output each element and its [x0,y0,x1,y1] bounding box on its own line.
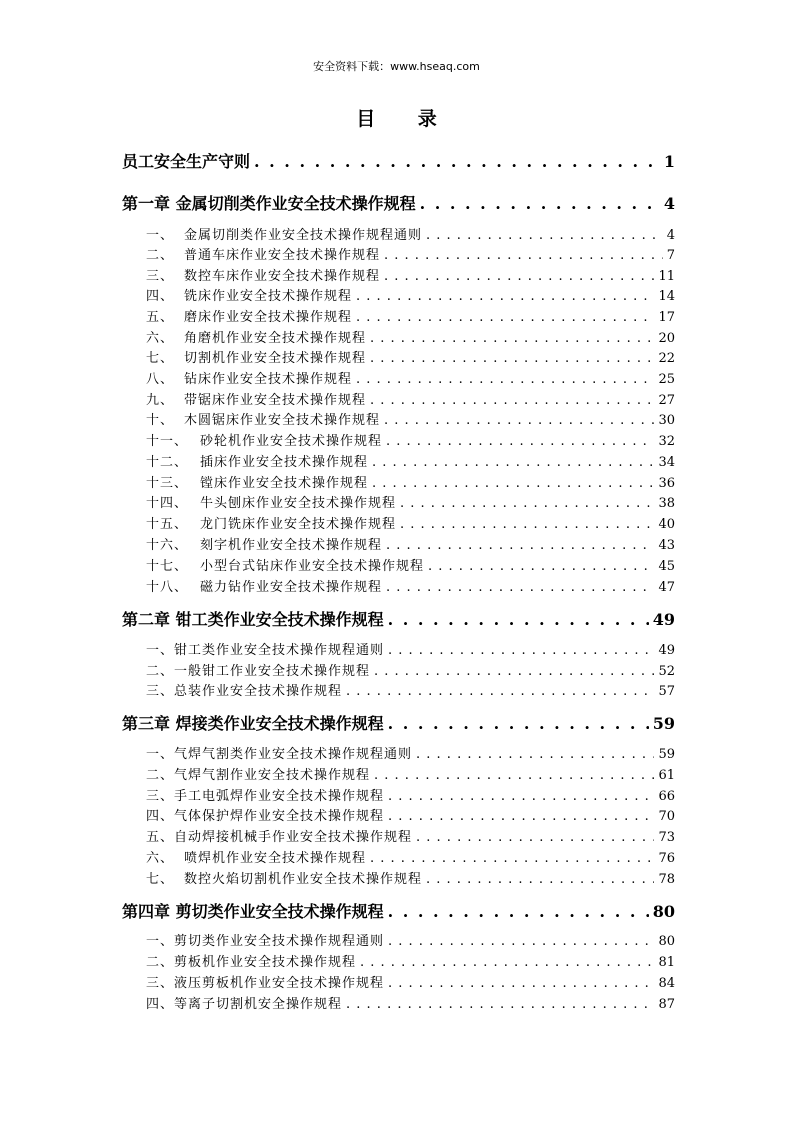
toc-entry-title [146,534,382,553]
toc-entry-title [146,972,384,991]
toc-entry-title [146,680,342,699]
toc-entry-title [146,430,382,449]
toc-entry-number: 七、 [146,351,175,366]
toc-page-number: 80 [652,902,675,921]
toc-page-number: 22 [658,351,675,366]
toc-entry-title [146,409,380,428]
toc-leader-dots [388,976,654,991]
toc-section-entry[interactable] [146,785,675,804]
toc-entry-title [146,951,356,970]
toc-entry-number: 九、 [146,393,175,408]
toc-section-entry[interactable] [146,409,675,428]
toc-entry-number: 八、 [146,372,175,387]
toc-page-number: 52 [658,664,675,679]
toc-entry-label: 镗床作业安全技术操作规程 [200,476,369,491]
toc-section-entry[interactable] [146,972,675,991]
toc-entry-title [146,576,382,595]
toc-section-entry[interactable] [146,993,675,1012]
toc-entry-title [146,743,412,762]
toc-entry-label: 牛头刨床作业安全技术操作规程 [200,496,397,511]
toc-page-number: 14 [658,289,675,304]
toc-leader-dots [370,351,654,366]
toc-entry-label: 五、自动焊接机械手作业安全技术操作规程 [146,830,413,845]
toc-entry-label: 四、气体保护焊作业安全技术操作规程 [146,809,385,824]
toc-entry-title [146,265,380,284]
toc-page-number: 76 [658,851,675,866]
toc-page-number: 73 [658,830,675,845]
toc-entry-number: 十二、 [146,455,189,470]
toc-entry-number: 十五、 [146,517,189,532]
toc-chapter-entry[interactable] [122,899,675,923]
toc-section-entry[interactable] [146,576,675,595]
toc-page-number: 45 [658,559,675,574]
toc-entry-number: 五、 [146,310,175,325]
toc-entry-label: 钻床作业安全技术操作规程 [184,372,353,387]
toc-leader-dots [400,517,654,532]
toc-page-number: 27 [658,393,675,408]
toc-entry-label: 刻字机作业安全技术操作规程 [200,538,383,553]
toc-entry-title [122,191,416,214]
toc-section-entry[interactable] [146,244,675,263]
toc-section-entry[interactable] [146,826,675,845]
toc-entry-title [146,451,368,470]
toc-page-number: 57 [658,684,675,699]
toc-leader-dots [372,455,654,470]
toc-leader-dots [356,289,654,304]
toc-section-entry[interactable] [146,368,675,387]
toc-page-number: 61 [658,768,675,783]
toc-entry-number: 十三、 [146,476,189,491]
toc-entry-label: 木圆锯床作业安全技术操作规程 [184,413,381,428]
toc-page-number: 34 [658,455,675,470]
toc-entry-label: 喷焊机作业安全技术操作规程 [184,851,367,866]
toc-page-number: 43 [658,538,675,553]
toc-page-number: 17 [658,310,675,325]
toc-entry-number: 十四、 [146,496,189,511]
toc-entry-label: 二、剪板机作业安全技术操作规程 [146,955,357,970]
toc-entry-number: 三、 [146,269,175,284]
toc-entry-title [146,224,422,243]
toc-entry-label: 第三章 焊接类作业安全技术操作规程 [122,714,384,733]
toc-leader-dots [388,934,654,949]
toc-entry-label: 切割机作业安全技术操作规程 [184,351,367,366]
toc-entry-title [122,607,384,630]
toc-entry-label: 磁力钻作业安全技术操作规程 [200,580,383,595]
toc-leader-dots [370,393,654,408]
toc-entry-label: 三、手工电弧焊作业安全技术操作规程 [146,789,385,804]
toc-page-number: 49 [658,643,675,658]
toc-entry-label: 龙门铣床作业安全技术操作规程 [200,517,397,532]
toc-section-entry[interactable] [146,451,675,470]
toc-entry-label: 铣床作业安全技术操作规程 [184,289,353,304]
toc-page-number: 59 [658,747,675,762]
toc-leader-dots [388,610,649,629]
toc-leader-dots [426,872,654,887]
toc-entry-label: 第一章 金属切削类作业安全技术操作规程 [122,194,416,213]
toc-entry-title [146,993,342,1012]
toc-entry-title [146,306,352,325]
toc-section-entry[interactable] [146,680,675,699]
toc-page-number: 25 [658,372,675,387]
toc-section-entry[interactable] [146,492,675,511]
toc-entry-label: 数控火焰切割机作业安全技术操作规程 [184,872,423,887]
toc-entry-number: 六、 [146,851,175,866]
toc-page-number: 30 [658,413,675,428]
toc-leader-dots [374,768,654,783]
toc-entry-title [146,513,396,532]
toc-leader-dots [386,434,654,449]
toc-entry-title [146,285,352,304]
toc-entry-title [146,847,366,866]
toc-entry-label: 金属切削类作业安全技术操作规程通则 [184,228,423,243]
toc-section-entry[interactable] [146,389,675,408]
toc-entry-number: 十一、 [146,434,189,449]
toc-section-entry[interactable] [146,285,675,304]
toc-entry-number: 十八、 [146,580,189,595]
toc-section-entry[interactable] [146,868,675,887]
toc-entry-label: 四、等离子切割机安全操作规程 [146,997,343,1012]
toc-entry-label: 第二章 钳工类作业安全技术操作规程 [122,610,384,629]
toc-page-number: 87 [658,997,675,1012]
toc-entry-title [146,764,370,783]
toc-entry-label: 三、总装作业安全技术操作规程 [146,684,343,699]
toc-entry-label: 一、剪切类作业安全技术操作规程通则 [146,934,385,949]
toc-chapter-entry[interactable] [122,149,675,173]
page-title: 目 录 [356,108,455,130]
toc-page-number: 1 [663,152,675,171]
toc-page-number: 7 [666,248,675,263]
toc-page-number: 59 [652,714,675,733]
page-header: 安全资料下载：www.hseaq.com [313,60,480,73]
toc-leader-dots [370,331,654,346]
toc-section-entry[interactable] [146,951,675,970]
toc-entry-label: 二、气焊气割作业安全技术操作规程 [146,768,371,783]
toc-leader-dots [388,789,654,804]
toc-section-entry[interactable] [146,764,675,783]
toc-entry-title [122,899,384,922]
toc-leader-dots [388,714,649,733]
toc-entry-title [146,244,380,263]
toc-entry-title [122,711,384,734]
toc-section-entry[interactable] [146,430,675,449]
toc-entry-label: 磨床作业安全技术操作规程 [184,310,353,325]
toc-leader-dots [346,997,654,1012]
toc-leader-dots [416,747,654,762]
toc-section-entry[interactable] [146,847,675,866]
toc-entry-number: 四、 [146,289,175,304]
toc-leader-dots [400,496,654,511]
toc-entry-title [146,368,352,387]
toc-entry-title [146,492,396,511]
toc-entry-title [146,660,370,679]
toc-entry-title [146,805,384,824]
toc-page-number: 4 [663,194,675,213]
toc-leader-dots [360,955,654,970]
toc-page-number: 11 [658,269,675,284]
toc-leader-dots [384,413,654,428]
toc-page-number: 81 [658,955,675,970]
toc-page-number: 49 [652,610,675,629]
toc-leader-dots [384,269,654,284]
toc-entry-number: 七、 [146,872,175,887]
toc-section-entry[interactable] [146,930,675,949]
toc-entry-title [146,826,412,845]
toc-entry-number: 十、 [146,413,175,428]
toc-leader-dots [388,643,654,658]
toc-entry-title [146,930,384,949]
toc-section-entry[interactable] [146,513,675,532]
toc-entry-number: 二、 [146,248,175,263]
toc-chapter-entry[interactable] [122,607,675,631]
toc-entry-label: 三、液压剪板机作业安全技术操作规程 [146,976,385,991]
toc-entry-title [146,347,366,366]
toc-page-number: 40 [658,517,675,532]
toc-section-entry[interactable] [146,743,675,762]
toc-section-entry[interactable] [146,534,675,553]
toc-entry-label: 一、气焊气割类作业安全技术操作规程通则 [146,747,413,762]
toc-page-number: 84 [658,976,675,991]
toc-leader-dots [428,559,654,574]
toc-leader-dots [416,830,654,845]
toc-entry-label: 员工安全生产守则 [122,152,251,171]
toc-entry-title [146,555,424,574]
toc-leader-dots [426,228,663,243]
toc-leader-dots [346,684,654,699]
toc-entry-title [146,868,422,887]
toc-section-entry[interactable] [146,639,675,658]
toc-section-entry[interactable] [146,347,675,366]
toc-entry-number: 一、 [146,228,175,243]
toc-section-entry[interactable] [146,555,675,574]
toc-page-number: 20 [658,331,675,346]
toc-section-entry[interactable] [146,472,675,491]
toc-entry-title [146,327,366,346]
toc-leader-dots [254,152,660,171]
toc-leader-dots [386,580,654,595]
toc-page-number: 36 [658,476,675,491]
toc-leader-dots [356,310,654,325]
toc-entry-label: 砂轮机作业安全技术操作规程 [200,434,383,449]
toc-leader-dots [356,372,654,387]
toc-entry-title [146,785,384,804]
toc-entry-title [146,639,384,658]
toc-leader-dots [374,664,654,679]
toc-page-number: 80 [658,934,675,949]
toc-leader-dots [420,194,660,213]
toc-entry-label: 小型台式钻床作业安全技术操作规程 [200,559,425,574]
toc-section-entry[interactable] [146,265,675,284]
toc-entry-label: 一、钳工类作业安全技术操作规程通则 [146,643,385,658]
toc-entry-label: 角磨机作业安全技术操作规程 [184,331,367,346]
toc-entry-number: 十六、 [146,538,189,553]
toc-leader-dots [384,248,663,263]
toc-page-number: 4 [666,228,675,243]
toc-entry-title [122,149,250,172]
toc-page-number: 78 [658,872,675,887]
toc-section-entry[interactable] [146,224,675,243]
toc-leader-dots [388,902,649,921]
toc-page-number: 66 [658,789,675,804]
toc-section-entry[interactable] [146,805,675,824]
toc-entry-label: 插床作业安全技术操作规程 [200,455,369,470]
toc-chapter-entry[interactable] [122,711,675,735]
toc-leader-dots [386,538,654,553]
toc-entry-title [146,389,366,408]
toc-entry-label: 数控车床作业安全技术操作规程 [184,269,381,284]
toc-leader-dots [388,809,654,824]
toc-page-number: 32 [658,434,675,449]
toc-leader-dots [370,851,654,866]
toc-section-entry[interactable] [146,660,675,679]
toc-page-number: 38 [658,496,675,511]
toc-section-entry[interactable] [146,306,675,325]
toc-entry-label: 普通车床作业安全技术操作规程 [184,248,381,263]
toc-entry-number: 六、 [146,331,175,346]
toc-page-number: 47 [658,580,675,595]
toc-chapter-entry[interactable] [122,191,675,215]
toc-entry-label: 二、一般钳工作业安全技术操作规程 [146,664,371,679]
toc-entry-title [146,472,368,491]
toc-entry-label: 第四章 剪切类作业安全技术操作规程 [122,902,384,921]
toc-section-entry[interactable] [146,327,675,346]
toc-entry-label: 带锯床作业安全技术操作规程 [184,393,367,408]
toc-page-number: 70 [658,809,675,824]
toc-leader-dots [372,476,654,491]
toc-entry-number: 十七、 [146,559,189,574]
